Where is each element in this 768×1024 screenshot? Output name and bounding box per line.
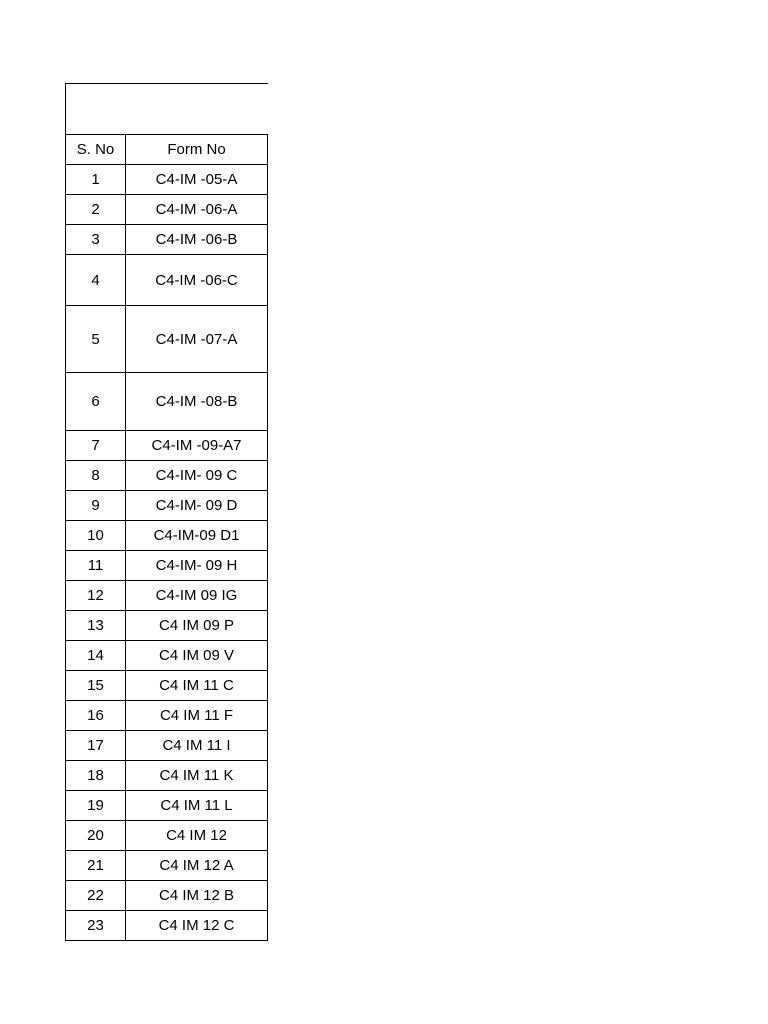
cell-s-no: 6 [66, 373, 126, 431]
cell-form-no: C4-IM 09 IG [126, 581, 268, 611]
cell-s-no: 16 [66, 701, 126, 731]
cell-s-no: 3 [66, 225, 126, 255]
table-row [66, 431, 268, 461]
table-row [66, 881, 268, 911]
table-row [66, 611, 268, 641]
header-row [66, 135, 268, 165]
cell-form-no: C4 IM 12 C [126, 911, 268, 941]
cell-s-no: 20 [66, 821, 126, 851]
cell-s-no: 2 [66, 195, 126, 225]
cell-s-no: 7 [66, 431, 126, 461]
table-row [66, 701, 268, 731]
cell-form-no: C4-IM- 09 D [126, 491, 268, 521]
cell-s-no: 19 [66, 791, 126, 821]
cell-form-no: C4 IM 11 I [126, 731, 268, 761]
cell-form-no: C4 IM 11 F [126, 701, 268, 731]
cell-form-no: C4-IM -08-B [126, 373, 268, 431]
cell-s-no: 14 [66, 641, 126, 671]
table-row [66, 306, 268, 373]
cell-s-no: 10 [66, 521, 126, 551]
cell-form-no: C4 IM 09 V [126, 641, 268, 671]
cell-s-no: 12 [66, 581, 126, 611]
table-row [66, 461, 268, 491]
cell-form-no: C4 IM 11 C [126, 671, 268, 701]
table-row [66, 671, 268, 701]
cell-form-no: C4 IM 11 L [126, 791, 268, 821]
cell-form-no: C4 IM 09 P [126, 611, 268, 641]
cell-s-no: 18 [66, 761, 126, 791]
table-row [66, 165, 268, 195]
cell-form-no: C4 IM 12 [126, 821, 268, 851]
cell-form-no: C4 IM 11 K [126, 761, 268, 791]
table-row [66, 491, 268, 521]
cell-s-no: 15 [66, 671, 126, 701]
header-form-no: Form No [126, 135, 268, 165]
cell-form-no: C4-IM -06-B [126, 225, 268, 255]
cell-s-no: 17 [66, 731, 126, 761]
cell-s-no: 8 [66, 461, 126, 491]
table-row [66, 731, 268, 761]
title-row [66, 84, 268, 135]
cell-form-no: C4-IM -07-A [126, 306, 268, 373]
table-row [66, 551, 268, 581]
cell-s-no: 4 [66, 255, 126, 306]
title-cell [66, 84, 268, 135]
header-s-no: S. No [66, 135, 126, 165]
cell-s-no: 21 [66, 851, 126, 881]
cell-form-no: C4-IM -05-A [126, 165, 268, 195]
form-table [65, 83, 268, 941]
table-row [66, 255, 268, 306]
table-row [66, 225, 268, 255]
cell-form-no: C4 IM 12 B [126, 881, 268, 911]
cell-form-no: C4-IM-09 D1 [126, 521, 268, 551]
cell-s-no: 23 [66, 911, 126, 941]
table-row [66, 911, 268, 941]
cell-form-no: C4-IM -09-A7 [126, 431, 268, 461]
cell-form-no: C4 IM 12 A [126, 851, 268, 881]
cell-s-no: 22 [66, 881, 126, 911]
cell-form-no: C4-IM -06-A [126, 195, 268, 225]
cell-s-no: 11 [66, 551, 126, 581]
table-row [66, 821, 268, 851]
table-row [66, 791, 268, 821]
table-row [66, 851, 268, 881]
cell-form-no: C4-IM -06-C [126, 255, 268, 306]
cell-s-no: 1 [66, 165, 126, 195]
cell-form-no: C4-IM- 09 C [126, 461, 268, 491]
table-row [66, 521, 268, 551]
cell-s-no: 13 [66, 611, 126, 641]
cell-form-no: C4-IM- 09 H [126, 551, 268, 581]
table-row [66, 641, 268, 671]
table-row [66, 373, 268, 431]
table-row [66, 195, 268, 225]
table-row [66, 761, 268, 791]
cell-s-no: 5 [66, 306, 126, 373]
cell-s-no: 9 [66, 491, 126, 521]
table-row [66, 581, 268, 611]
